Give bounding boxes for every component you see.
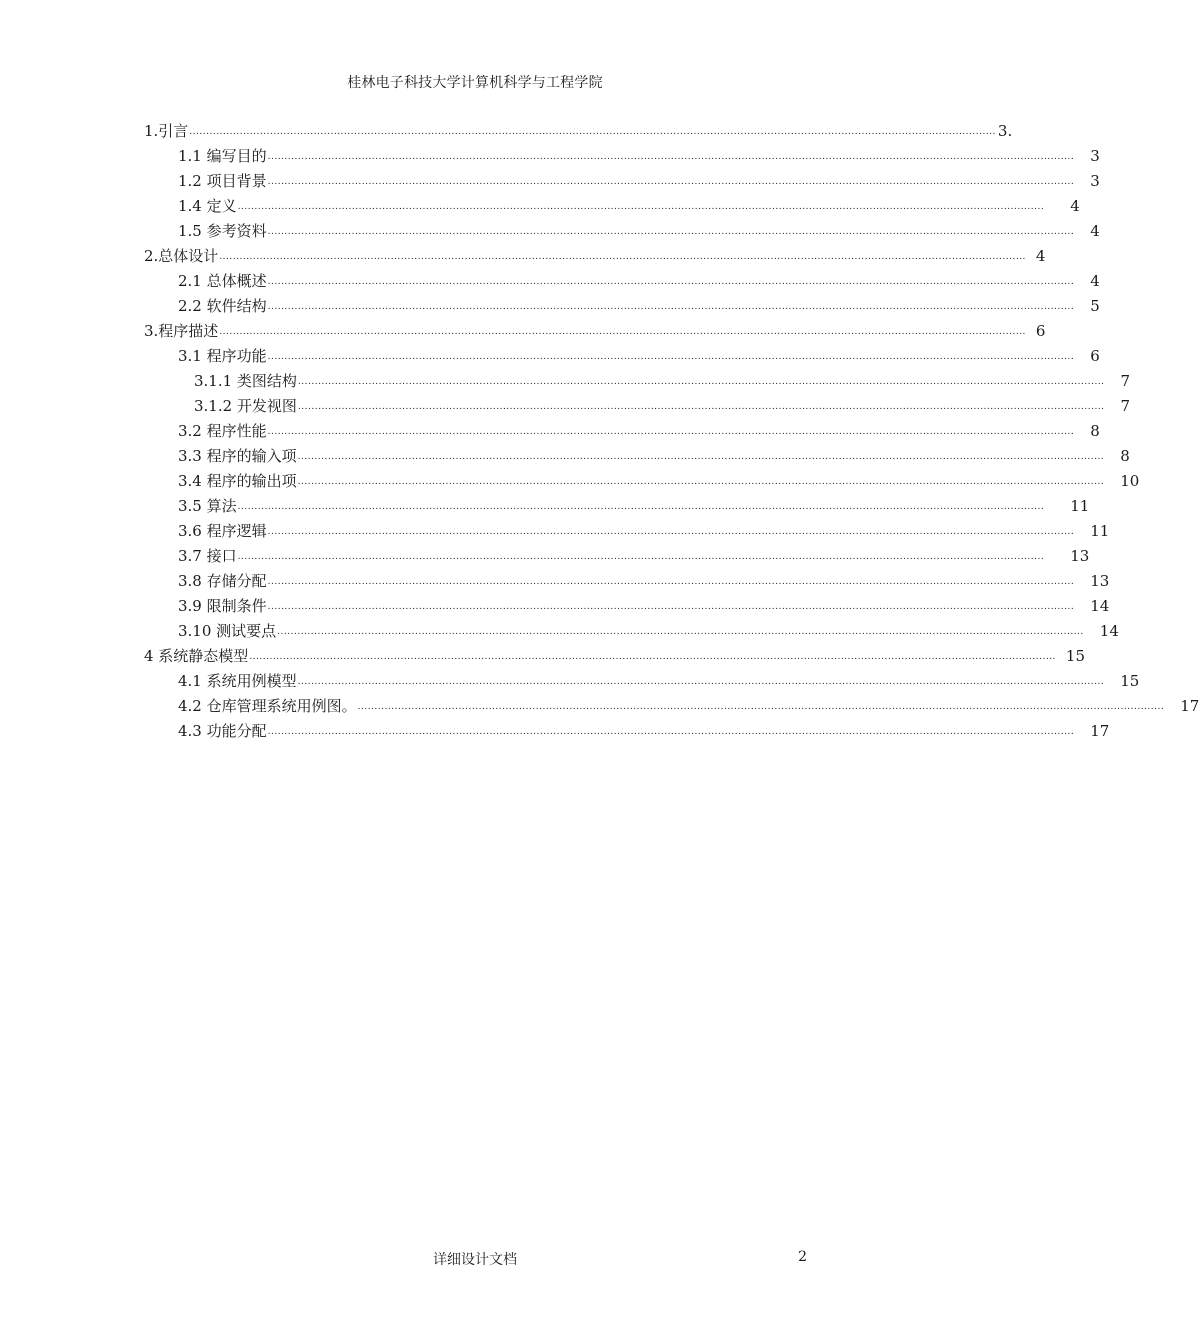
toc-leader-dots: ................................................................................................................................................................................................................................................ bbox=[249, 652, 1056, 662]
toc-entry-title: 3.2 程序性能 bbox=[178, 422, 267, 440]
toc-entry-title: 4.1 系统用例模型 bbox=[178, 672, 297, 690]
toc-entry-title: 1.2 项目背景 bbox=[178, 172, 267, 190]
toc-entry[interactable] bbox=[178, 716, 1110, 740]
toc-leader-dots: ................................................................................................................................................................................................................................................ bbox=[297, 377, 1105, 387]
toc-leader-dots: ................................................................................................................................................................................................................................................ bbox=[219, 252, 1026, 262]
toc-entry[interactable] bbox=[194, 391, 1131, 415]
toc-entry[interactable] bbox=[144, 316, 1046, 340]
toc-leader-dots: ................................................................................................................................................................................................................................................ bbox=[267, 152, 1075, 162]
toc-entry-title: 3.8 存储分配 bbox=[178, 572, 267, 590]
toc-entry-title: 3.1.2 开发视图 bbox=[194, 397, 297, 415]
toc-entry[interactable] bbox=[178, 666, 1140, 690]
toc-entry-title: 4 系统静态模型 bbox=[144, 647, 249, 665]
toc-entry[interactable] bbox=[178, 191, 1080, 215]
toc-leader-dots: ................................................................................................................................................................................................................................................ bbox=[267, 427, 1075, 437]
toc-entry[interactable] bbox=[178, 291, 1100, 315]
toc-entry-title: 3.3 程序的输入项 bbox=[178, 447, 297, 465]
toc-entry-title: 3.9 限制条件 bbox=[178, 597, 267, 615]
toc-leader-dots: ................................................................................................................................................................................................................................................ bbox=[237, 502, 1045, 512]
toc-leader-dots: ................................................................................................................................................................................................................................................ bbox=[267, 227, 1075, 237]
toc-entry-title: 3.10 测试要点 bbox=[178, 622, 277, 640]
toc-leader-dots: ................................................................................................................................................................................................................................................ bbox=[189, 127, 996, 137]
toc-entry-title: 3.1 程序功能 bbox=[178, 347, 267, 365]
toc-entry-page: 8 bbox=[1120, 447, 1130, 465]
toc-entry[interactable] bbox=[178, 166, 1100, 190]
toc-entry[interactable] bbox=[178, 541, 1090, 565]
toc-leader-dots: ................................................................................................................................................................................................................................................ bbox=[357, 702, 1165, 712]
toc-entry-page: 5 bbox=[1090, 297, 1100, 315]
toc-entry-page: 6 bbox=[1035, 322, 1046, 340]
toc-leader-dots: ................................................................................................................................................................................................................................................ bbox=[297, 402, 1105, 412]
toc-entry-page: 3 bbox=[1090, 147, 1100, 165]
toc-leader-dots: ................................................................................................................................................................................................................................................ bbox=[277, 627, 1084, 637]
toc-leader-dots: ................................................................................................................................................................................................................................................ bbox=[237, 552, 1045, 562]
toc-entry-title: 3.4 程序的输出项 bbox=[178, 472, 297, 490]
toc-entry-page: 11 bbox=[1090, 522, 1110, 540]
toc-entry[interactable] bbox=[178, 441, 1130, 465]
toc-entry-page: 17 bbox=[1180, 697, 1199, 715]
toc-entry[interactable] bbox=[178, 616, 1119, 640]
toc-entry-title: 3.1.1 类图结构 bbox=[194, 372, 297, 390]
footer-document-title: 详细设计文档 bbox=[433, 1252, 517, 1268]
toc-entry-page: 8 bbox=[1090, 422, 1100, 440]
toc-entry[interactable] bbox=[178, 591, 1110, 615]
toc-entry[interactable] bbox=[178, 466, 1140, 490]
toc-entry-page: 13 bbox=[1090, 572, 1110, 590]
toc-entry-page: 4 bbox=[1035, 247, 1046, 265]
toc-leader-dots: ................................................................................................................................................................................................................................................ bbox=[267, 352, 1075, 362]
toc-entry[interactable] bbox=[144, 641, 1086, 665]
toc-entry[interactable] bbox=[178, 141, 1100, 165]
toc-entry-page: 13 bbox=[1070, 547, 1090, 565]
toc-entry-page: 7 bbox=[1120, 372, 1131, 390]
toc-entry-page: 11 bbox=[1070, 497, 1090, 515]
toc-entry-page: 3 bbox=[1090, 172, 1100, 190]
toc-entry-title: 2.2 软件结构 bbox=[178, 297, 267, 315]
toc-entry-page: 15 bbox=[1120, 672, 1140, 690]
toc-entry-page: 3. bbox=[997, 122, 1013, 140]
toc-entry-page: 15 bbox=[1065, 647, 1086, 665]
toc-entry-title: 3.5 算法 bbox=[178, 497, 237, 515]
toc-leader-dots: ................................................................................................................................................................................................................................................ bbox=[267, 277, 1075, 287]
toc-leader-dots: ................................................................................................................................................................................................................................................ bbox=[267, 527, 1075, 537]
toc-entry[interactable] bbox=[178, 566, 1110, 590]
toc-entry-title: 2.1 总体概述 bbox=[178, 272, 267, 290]
toc-entry[interactable] bbox=[178, 691, 1199, 715]
toc-entry-page: 4 bbox=[1090, 222, 1100, 240]
toc-leader-dots: ................................................................................................................................................................................................................................................ bbox=[267, 602, 1075, 612]
toc-entry[interactable] bbox=[144, 241, 1046, 265]
toc-leader-dots: ................................................................................................................................................................................................................................................ bbox=[237, 202, 1045, 212]
toc-entry-title: 3.7 接口 bbox=[178, 547, 237, 565]
toc-entry[interactable] bbox=[194, 366, 1131, 390]
toc-entry[interactable] bbox=[178, 216, 1100, 240]
toc-entry-title: 3.程序描述 bbox=[144, 322, 219, 340]
toc-entry-title: 4.3 功能分配 bbox=[178, 722, 267, 740]
toc-entry-page: 14 bbox=[1099, 622, 1119, 640]
toc-entry[interactable] bbox=[144, 116, 1013, 140]
toc-entry-page: 17 bbox=[1090, 722, 1110, 740]
toc-entry[interactable] bbox=[178, 416, 1100, 440]
toc-entry-page: 4 bbox=[1090, 272, 1100, 290]
toc-leader-dots: ................................................................................................................................................................................................................................................ bbox=[267, 177, 1075, 187]
toc-entry[interactable] bbox=[178, 491, 1090, 515]
toc-leader-dots: ................................................................................................................................................................................................................................................ bbox=[297, 677, 1105, 687]
toc-entry-page: 4 bbox=[1070, 197, 1080, 215]
toc-entry[interactable] bbox=[178, 266, 1100, 290]
toc-leader-dots: ................................................................................................................................................................................................................................................ bbox=[267, 577, 1075, 587]
toc-entry-page: 7 bbox=[1120, 397, 1131, 415]
toc-entry-title: 4.2 仓库管理系统用例图。 bbox=[178, 697, 357, 715]
toc-entry-title: 1.5 参考资料 bbox=[178, 222, 267, 240]
toc-entry-title: 3.6 程序逻辑 bbox=[178, 522, 267, 540]
toc-entry-page: 6 bbox=[1090, 347, 1100, 365]
toc-leader-dots: ................................................................................................................................................................................................................................................ bbox=[297, 477, 1105, 487]
footer-page-number: 2 bbox=[798, 1249, 807, 1265]
toc-entry-title: 1.引言 bbox=[144, 122, 189, 140]
toc-entry-page: 14 bbox=[1090, 597, 1110, 615]
page-header: 桂林电子科技大学计算机科学与工程学院 bbox=[347, 75, 603, 91]
toc-entry-page: 10 bbox=[1120, 472, 1140, 490]
toc-leader-dots: ................................................................................................................................................................................................................................................ bbox=[297, 452, 1105, 462]
toc-entry-title: 1.1 编写目的 bbox=[178, 147, 267, 165]
toc-entry-title: 1.4 定义 bbox=[178, 197, 237, 215]
toc-leader-dots: ................................................................................................................................................................................................................................................ bbox=[219, 327, 1026, 337]
toc-entry[interactable] bbox=[178, 341, 1100, 365]
toc-leader-dots: ................................................................................................................................................................................................................................................ bbox=[267, 302, 1075, 312]
toc-leader-dots: ................................................................................................................................................................................................................................................ bbox=[267, 727, 1075, 737]
toc-entry-title: 2.总体设计 bbox=[144, 247, 219, 265]
toc-entry[interactable] bbox=[178, 516, 1110, 540]
